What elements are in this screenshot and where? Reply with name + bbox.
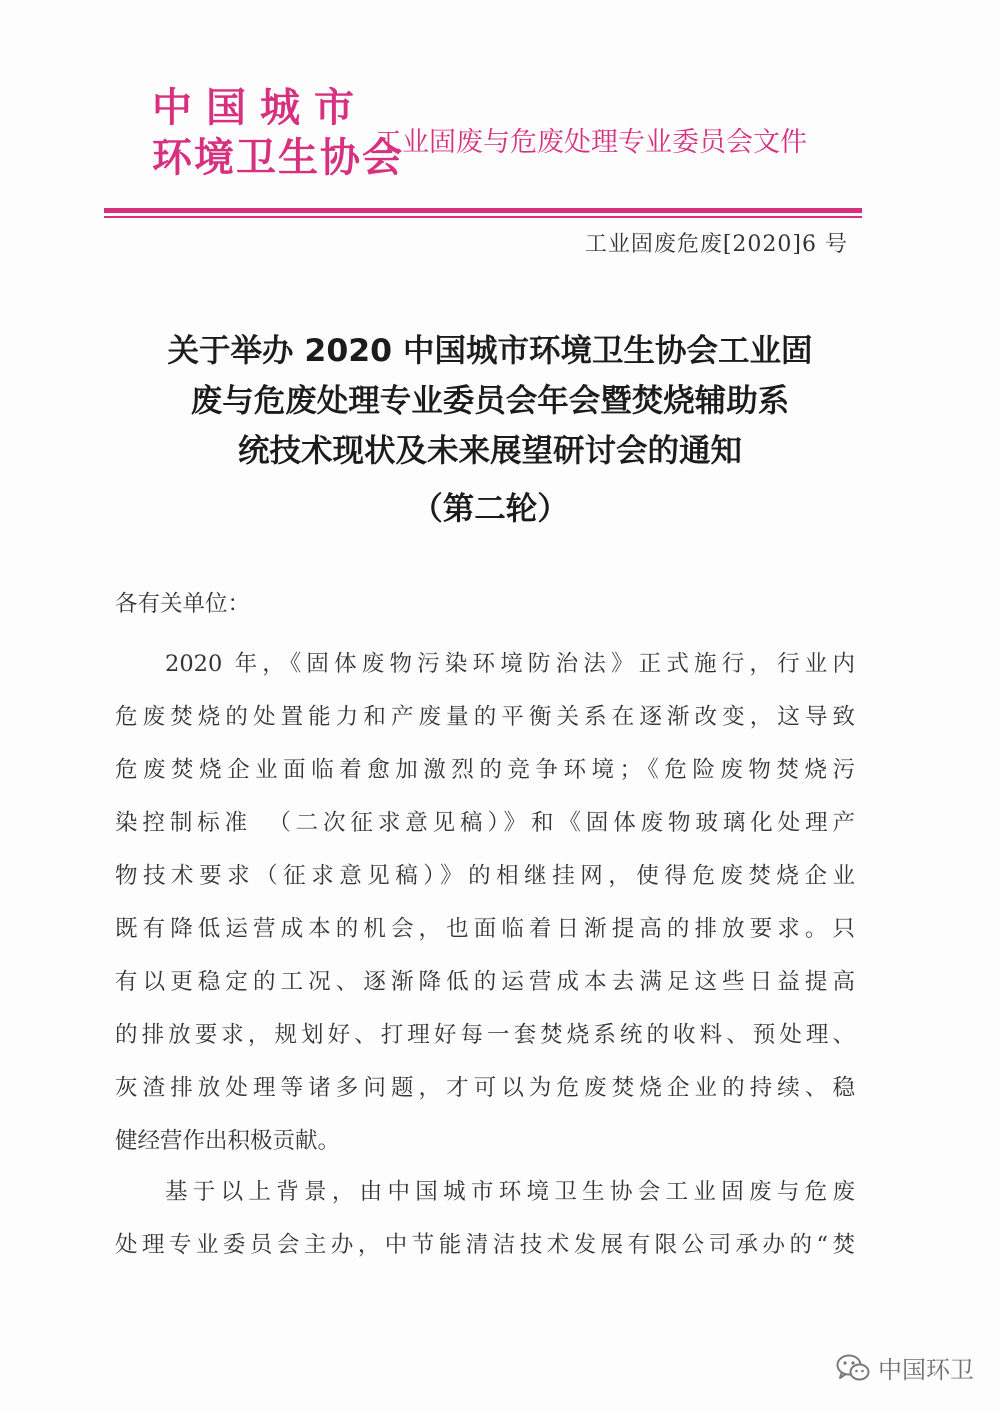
- letterhead-rule-thin: [104, 216, 862, 218]
- paragraph-line: 2020 年，《固体废物污染环境防治法》正式施行，行业内: [165, 651, 855, 677]
- org-name-line1: 中国城市: [152, 85, 368, 131]
- body-paragraph-2: [115, 1166, 855, 1272]
- paragraph-line: 的排放要求，规划好、打理好每一套焚烧系统的收料、预处理、: [115, 1022, 855, 1048]
- paragraph-line: 处理专业委员会主办，中节能清洁技术发展有限公司承办的“焚: [115, 1232, 855, 1258]
- paragraph-line: 危废焚烧的处置能力和产废量的平衡关系在逐渐改变，这导致: [115, 704, 855, 730]
- watermark-text: 中国环卫: [878, 1356, 974, 1384]
- paragraph-line: 灰渣排放处理等诸多问题，才可以为危废焚烧企业的持续、稳: [115, 1075, 855, 1101]
- wechat-icon: [836, 1353, 870, 1383]
- paragraph-line: 基于以上背景，由中国城市环境卫生协会工业固废与危废: [165, 1179, 855, 1205]
- salutation: 各有关单位：: [115, 591, 251, 617]
- title-line: 废与危废处理专业委员会年会暨焚烧辅助系: [190, 383, 790, 419]
- paragraph-line: 既有降低运营成本的机会，也面临着日渐提高的排放要求。只: [115, 916, 855, 942]
- body-paragraph-1: [115, 638, 855, 1168]
- watermark: [836, 1350, 974, 1385]
- title-line: 统技术现状及未来展望研讨会的通知: [237, 433, 742, 469]
- org-name-line2: 环境卫生协会: [152, 135, 404, 181]
- document-title: [100, 326, 880, 476]
- title-round-label: （第二轮）: [411, 491, 569, 527]
- committee-name: 工业固废与危废处理专业委员会文件: [375, 127, 807, 158]
- paragraph-line: 染控制标准 （二次征求意见稿）》和《固体废物玻璃化处理产: [115, 810, 855, 836]
- paragraph-line: 物技术要求（征求意见稿）》的相继挂网，使得危废焚烧企业: [115, 863, 855, 889]
- paragraph-line: 有以更稳定的工况、逐渐降低的运营成本去满足这些日益提高: [115, 969, 855, 995]
- paragraph-line: 健经营作出积极贡献。: [115, 1128, 341, 1154]
- title-line: 关于举办 2020 中国城市环境卫生协会工业固: [167, 333, 813, 369]
- document-number: 工业固废危废[2020]6 号: [584, 232, 848, 257]
- paragraph-line: 危废焚烧企业面临着愈加激烈的竞争环境；《危险废物焚烧污: [115, 757, 855, 783]
- letterhead-rule-thick: [104, 208, 862, 213]
